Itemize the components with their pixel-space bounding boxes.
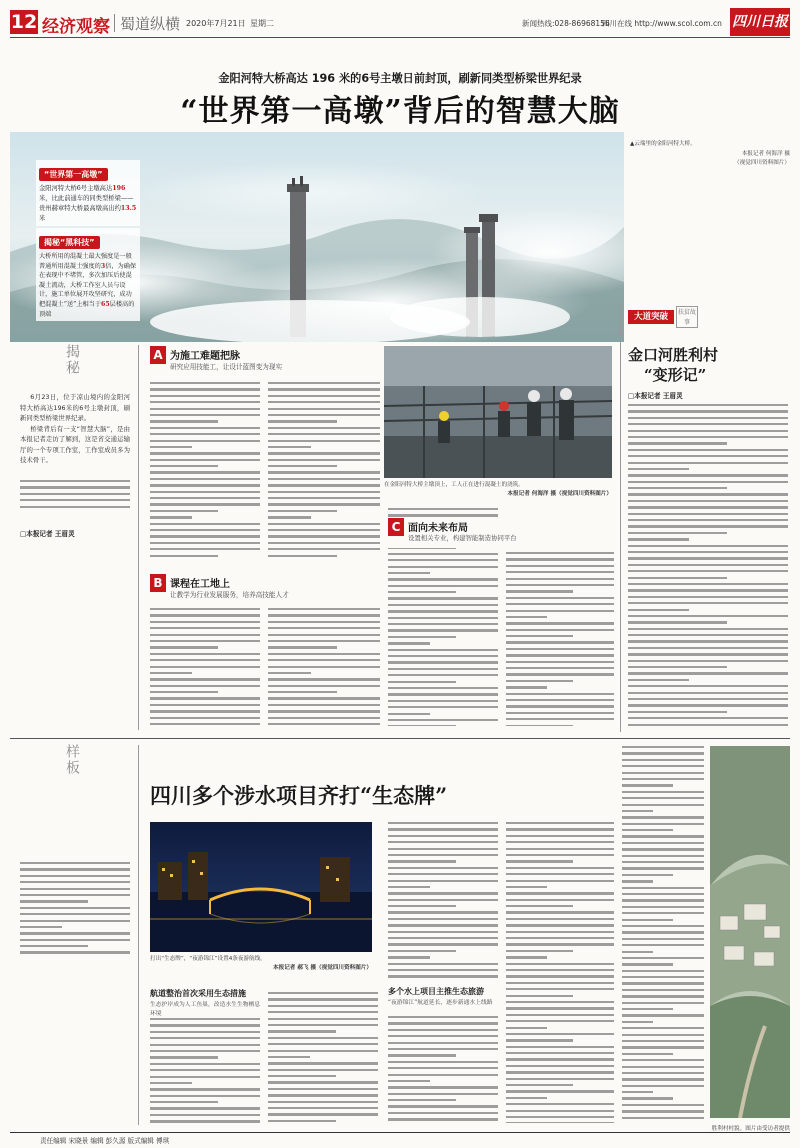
masthead-weekday: 星期二 [250,19,274,28]
newspaper-logo: 四川日报 [730,8,790,36]
river-photo-caption: 打出“生态牌”，“夜游锦江”设置4条夜游航线。 [150,956,266,962]
section-a-text-col1 [150,382,260,557]
second-text-col4 [506,822,614,1123]
fact-card-2-title: 揭秘“黑科技” [39,236,100,249]
river-night-illustration [150,822,372,952]
left-note-filler [20,480,130,510]
mid-photo-credit: 本报记者 何海洋 摄（视觉四川资料图片） [507,491,612,497]
fact-card-2-text-pre: 大桥所用的混凝土最大强度是一般普通所用混凝土强度的 [39,253,132,270]
village-photo-caption: 胜利村村貌。图片由受访者提供 [711,1126,790,1132]
section-a-header [150,346,390,376]
section-c-title: 面向未来布局 [408,523,468,534]
fact-card-1-text [39,184,137,224]
section-b-text-col1 [150,608,260,726]
sidebar-tag-main: 大道突破 [628,310,674,324]
second-left-divider [138,745,139,1125]
footer-rule [10,1132,790,1133]
left-note-lead [20,392,130,466]
fact-card-2 [36,228,140,321]
sidebar-divider [620,302,621,732]
section-a-subtitle: 研究应用技能工，让设计蓝图变为现实 [170,363,283,371]
section-b-subtitle: 让教学为行业发展服务，培养高技能人才 [170,591,289,599]
section-c-subtitle: 设置相关专业，构建智能制造协同平台 [408,534,517,542]
river-photo-credit: 本报记者 郝飞 摄（视觉四川资料图片） [273,965,372,971]
fact-card-1-num-1: 196 [112,185,126,192]
section-b-title: 课程在工地上 [170,579,230,590]
fact-card-2-num-2: 65 [101,300,110,308]
section-b-header [150,574,390,604]
second-text-col5 [622,746,704,1122]
workers-illustration [384,346,612,478]
section-divider [114,14,115,32]
second-headline: 四川多个涉水项目齐打“生态牌” [150,783,448,808]
second-label: 样板 [64,744,80,776]
fact-card-1 [36,160,140,226]
second-text-col2 [268,992,378,1123]
fact-card-2-text-post: 层楼高的顶端 [39,300,135,318]
second-text-col3b [388,1016,498,1123]
left-note-byline: □本报记者 王眉灵 [20,530,75,538]
masthead-hotline: 新闻热线:028-86968156 [522,19,610,28]
sidebar-text [628,404,788,730]
left-note-lead-text: 6月23日，位于凉山境内的金阳河特大桥高达196米的6号主墩封顶，刷新同类型桥梁世界纪录。 [20,393,130,422]
lead-photo-caption: ▲云端里的金阳河特大桥。 [630,141,696,147]
second-left-text [20,862,130,954]
fact-card-2-text-mid: 倍，为确保在表现中不堵管，多次加压后使混凝土流动，大桥工作室人员与设计，施工单位展开攻坚研究，成功把混凝土“送”上相当于 [39,262,137,308]
left-note-body: 桥梁背后有一支“智慧大脑”，是由本报记者走访了解到，这是省交通运输厅的一个专项工作室，工作室成员多为技术骨干。 [20,424,130,464]
section-a-letter: A [150,346,166,364]
village-illustration [710,746,790,1118]
section-c-text-col2 [506,552,614,726]
section-c-letter: C [388,518,404,536]
fact-card-1-text-mid: 米，比此前通车的同类型桥梁——贵州赫章特大桥最高墩高出约 [39,195,134,212]
section-c-header [388,518,618,548]
section-b-text-col2 [268,608,380,726]
river-photo [150,822,372,952]
lead-kicker: 金阳河特大桥高达 196 米的6号主墩日前封顶，刷新同类型桥梁世界纪录 [218,72,582,85]
lead-photo-credit-2: （视觉四川资料图片） [734,160,790,166]
mid-photo-caption: 在金阳河特大桥主墩顶上，工人正在进行混凝土的浇筑。 [384,482,524,488]
lead-headline: “世界第一高墩”背后的智慧大脑 [180,94,620,129]
fact-card-1-text-pre: 金阳河特大桥6号主墩高达 [39,185,113,192]
fact-card-2-text [39,252,137,319]
section-sub-title: 蜀道纵横 [120,15,181,33]
fact-card-1-title: “世界第一高墩” [39,168,108,181]
sidebar-headline-1: 金口河胜利村 [628,346,719,364]
section-a-text-col2 [268,382,380,557]
second-subhead-1: 航道整治首次采用生态措施 [150,989,246,998]
lead-photo-credit-1: 本报记者 何海洋 摄 [741,151,790,157]
masthead-date: 2020年7月21日 [186,19,246,28]
section-b-letter: B [150,574,166,592]
fact-card-1-text-post: 米 [39,215,46,222]
sidebar-byline: □本报记者 王眉灵 [628,392,683,400]
sidebar-tag-side: 扶贫故事 [676,306,698,328]
mid-photo [384,346,612,478]
left-note-divider [138,345,139,730]
second-subhead-2-desc: “夜游锦江”航道延长，逐步新通水上线路 [388,1000,493,1006]
fact-card-1-num-2: 13.5 [120,205,137,212]
sidebar-headline-2: “变形记” [644,366,707,384]
section-main-title: 经济观察 [42,17,110,37]
left-note-label: 揭秘 [64,344,80,376]
footer-editors: 责任编辑 宋晓景 编辑 彭久源 版式编辑 傅琪 [40,1137,170,1145]
village-photo [710,746,790,1118]
second-text-col1 [150,1018,260,1123]
second-text-col3 [388,822,498,982]
fact-card-2-num-1: 3 [100,262,106,270]
story-separator [10,738,790,739]
section-a-title: 为施工难题把脉 [170,351,240,362]
page-number-box: 12 [10,11,38,33]
second-subhead-2: 多个水上项目主推生态旅游 [388,987,484,996]
masthead-site: 四川在线 http://www.scol.com.cn [602,19,722,28]
masthead [10,8,790,38]
second-subhead-1-desc: 生态护岸成为人工鱼巢，改造水生生物栖息环境 [150,1002,261,1017]
